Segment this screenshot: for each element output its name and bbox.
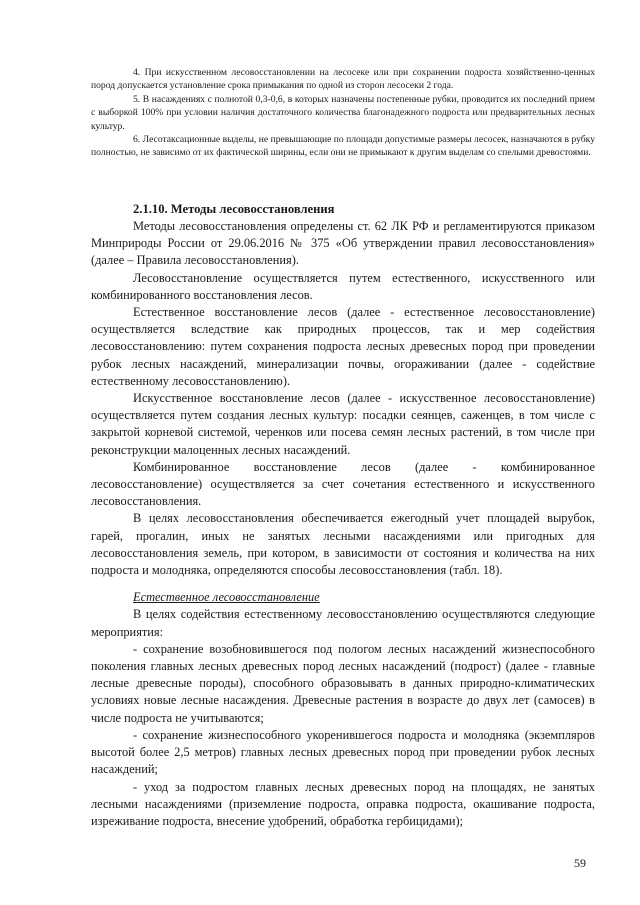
subsection-heading: Естественное лесовосстановление [133,590,320,605]
paragraph: Естественное восстановление лесов (далее - естественное лесовосстановление) осуществляется вследствие как природных процессов, так и мер содействия лесовосстановлению: путем сохранения подроста лесных древесных пород при проведении рубок лесных насаждений, минерализации почвы, огораживании (далее - содействие естественному лесовосстановлению). [91,305,595,388]
paragraph: Лесовосстановление осуществляется путем естественного, искусственного или комбинированного восстановления лесов. [91,270,595,302]
paragraph: В целях содействия естественному лесовосстановлению осуществляются следующие мероприятия: [91,607,595,639]
note-4: 4. При искусственном лесовосстановлении на лесосеке или при сохранении подроста хозяйственно-ценных пород допускается установление срока примыкания по одной из сторон лесосеки 2 года. [91,67,595,92]
list-item: - сохранение возобновившегося под пологом лесных насаждений жизнеспособного поколения главных лесных древесных пород лесных насаждений (подрост) (далее - главные лесные древесные породы), способного образовывать в данных природно-климатических условиях новые лесные насаждения. Древесные растения в возрасте до двух лет (самосев) в числе подроста не учитываются; [91,641,595,725]
note-5: 5. В насаждениях с полнотой 0,3-0,6, в которых назначены постепенные рубки, проводится их последний прием с выборкой 100% при условии наличия достаточного количества благонадежного подроста или предварительных лесных культур. [91,93,595,132]
page-number: 59 [574,856,586,870]
section-heading: 2.1.10. Методы лесовосстановления [133,202,335,216]
paragraph: Комбинированное восстановление лесов (далее - комбинированное лесовосстановление) осуществляется за счет сочетания естественного и искусственного лесовосстановления. [91,459,595,509]
list-item: - сохранение жизнеспособного укоренившегося подроста и молодняка (экземпляров высотой более 2,5 метров) главных лесных древесных пород при проведении рубок лесных насаждений; [91,727,595,777]
section-body [91,200,595,830]
paragraph: В целях лесовосстановления обеспечивается ежегодный учет площадей вырубок, гарей, прогалин, иных не занятых лесными насаждениями или пригодных для лесовосстановления земель, при котором, в зависимости от состояния и количества на них подроста и молодняка, определяются способы лесовосстановления (табл. 18). [91,511,595,578]
paragraph: Искусственное восстановление лесов (далее - искусственное лесовосстановление) осуществляется путем создания лесных культур: посадки сеянцев, саженцев, в том числе с закрытой корневой системой, черенков или посева семян лесных растений, в том числе при реконструкции малоценных лесных насаждений. [91,391,595,457]
footnotes-block [91,66,595,160]
list-item: - уход за подростом главных лесных древесных пород на площадях, не занятых лесными насаждениями (приземление подроста, оправка подроста, окашивание подроста, изреживание подроста, внесение удобрений, обработка гербицидами); [91,779,595,828]
paragraph: Методы лесовосстановления определены ст. 62 ЛК РФ и регламентируются приказом Минприроды России от 29.06.2016 № 375 «Об утверждении правил лесовосстановления» (далее – Правила лесовосстановления). [91,219,595,268]
note-6: 6. Лесотаксационные выделы, не превышающие по площади допустимые размеры лесосек, назначаются в рубку полностью, не зависимо от их фактической ширины, если они не примыкают к другим выделам со спелыми древостоями. [91,134,595,159]
